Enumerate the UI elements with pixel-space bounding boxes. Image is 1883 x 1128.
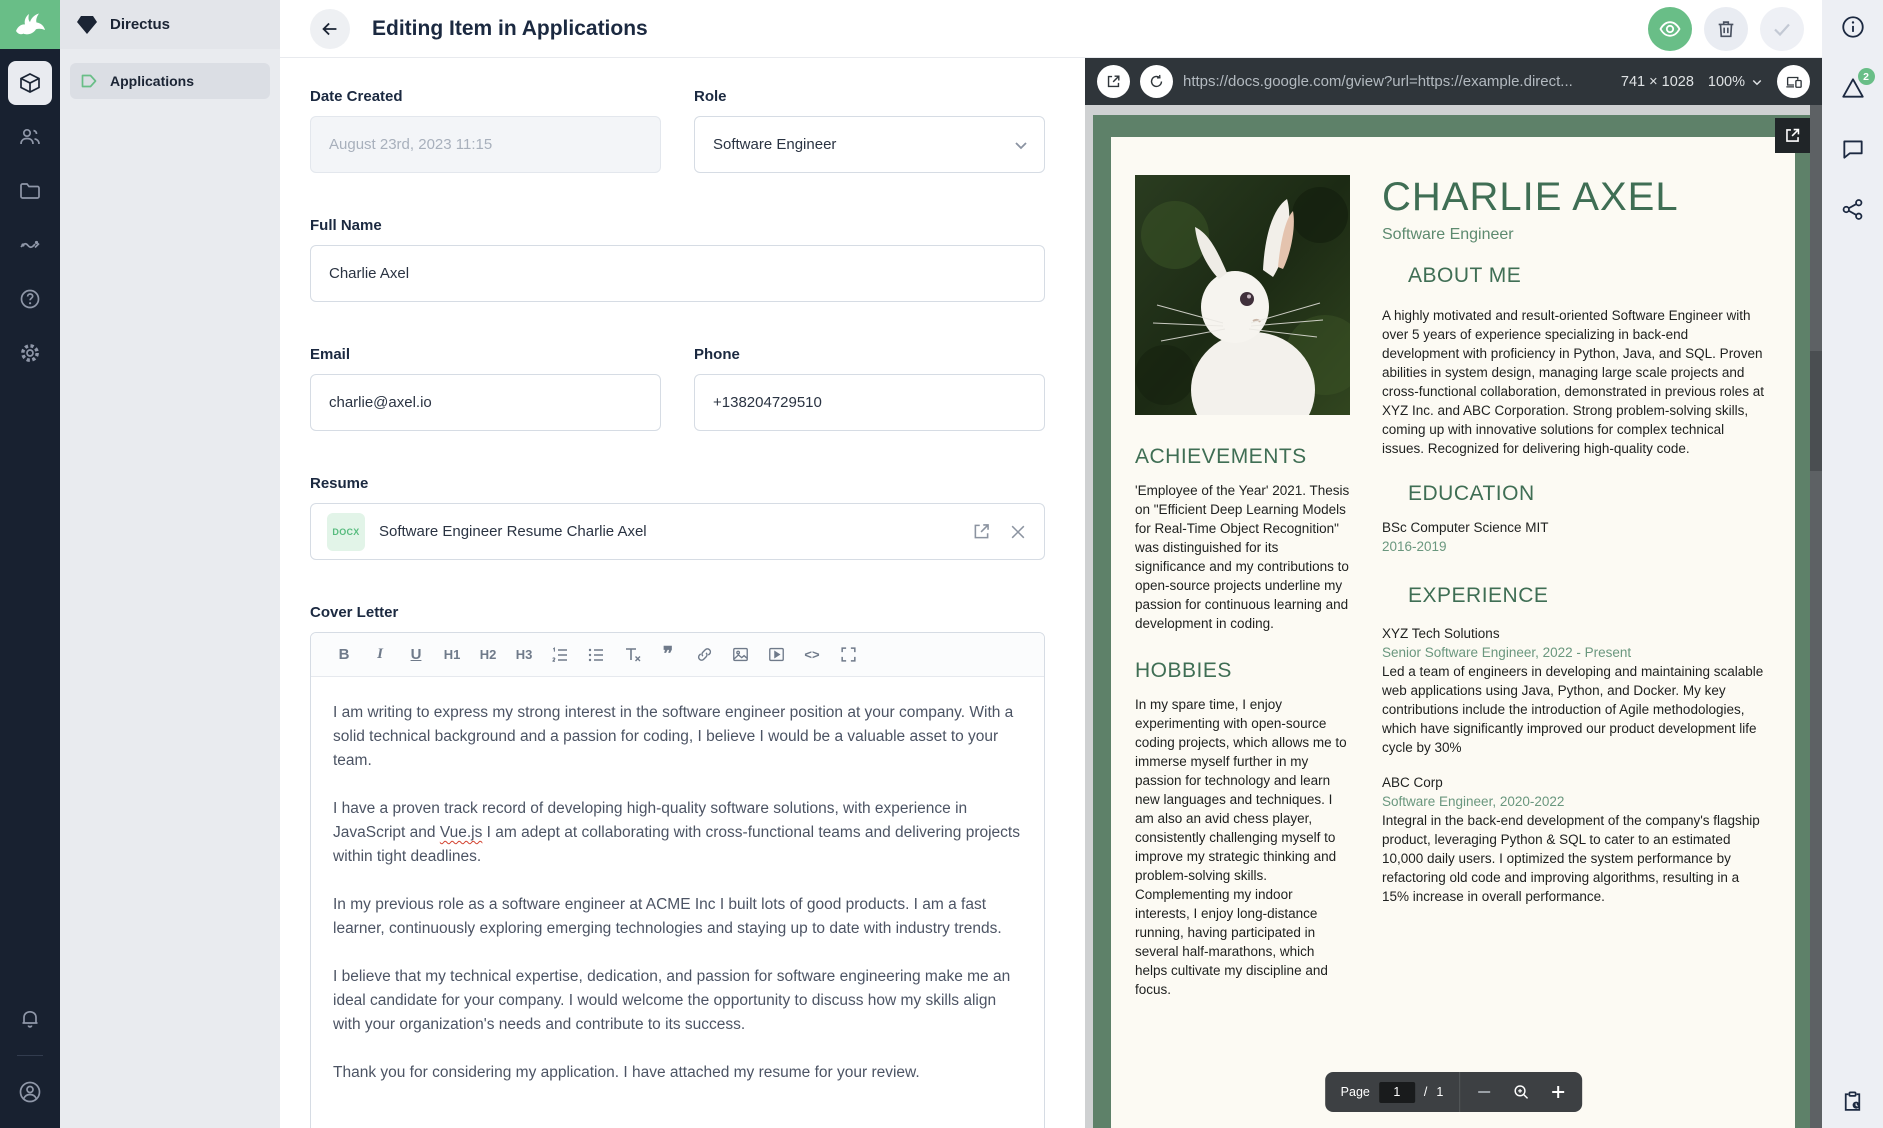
sidebar-item-label: Applications (110, 73, 195, 89)
bold-button[interactable]: B (338, 646, 350, 663)
delete-button[interactable] (1704, 7, 1748, 51)
module-users[interactable] (8, 115, 52, 159)
module-insights[interactable] (8, 223, 52, 267)
open-in-new-icon (1105, 73, 1122, 90)
save-button[interactable] (1760, 7, 1804, 51)
arrow-left-icon (319, 18, 341, 40)
open-file-icon[interactable] (971, 521, 992, 542)
insert-image-button[interactable] (725, 640, 755, 670)
underline-button[interactable]: U (410, 646, 422, 663)
cover-letter-paragraph: Thank you for considering my application. I have attached my resume for your review. (333, 1064, 920, 1081)
folder-icon (18, 179, 42, 203)
right-sidebar (1822, 0, 1883, 1128)
delete-trash-icon (1715, 18, 1737, 40)
cover-letter-paragraph: I am writing to express my strong interest in the software engineer position at your company. With a solid technical background and a passion for coding, I believe I would be a valuable asset to your team. (333, 704, 1014, 769)
experience-entry: XYZ Tech Solutions Senior Software Engineer, 2022 - Present Led a team of engineers in developing and maintaining scalable web applications using Java, Python, and Docker. My key contributions include the introduction of Agile methodologies, which have significantly improved our product development life cycle by 30% (1382, 626, 1764, 755)
preview-url[interactable]: https://docs.google.com/gview?url=https://example.direct... (1183, 73, 1573, 90)
open-in-new-icon (1783, 126, 1802, 145)
preview-button[interactable] (1648, 7, 1692, 51)
cover-letter-paragraph: I have a proven track record of developing high-quality software solutions, with experience in JavaScript and Vue.js I am adept at collaborating with cross-functional teams and delivering projects within tight deadlines. (333, 800, 1020, 865)
h1-button[interactable]: H1 (443, 647, 461, 662)
insights-activity-icon (18, 233, 42, 257)
module-files[interactable] (8, 169, 52, 213)
field-resume (310, 475, 1045, 560)
main-area (280, 0, 1822, 1128)
devices-icon (1785, 73, 1803, 91)
notifications-bell[interactable] (8, 997, 52, 1041)
experience-list (1382, 624, 1767, 906)
users-icon (18, 125, 42, 149)
preview-dimensions: 741 × 1028 (1620, 73, 1694, 90)
education-heading: EDUCATION (1408, 482, 1535, 505)
hobbies-heading: HOBBIES (1135, 659, 1232, 682)
field-date-created (310, 88, 661, 173)
editor-toolbar (311, 633, 1044, 677)
role-select[interactable] (694, 116, 1045, 173)
code-button[interactable]: <> (804, 647, 820, 662)
plus-icon (1550, 1084, 1566, 1100)
preview-scrollbar[interactable] (1810, 105, 1822, 1128)
zoom-tool-button[interactable] (1512, 1083, 1530, 1101)
item-edit-form (280, 58, 1085, 1128)
comments-icon (1840, 136, 1866, 162)
hobbies-text: In my spare time, I enjoy experimenting with open-source coding projects, which allows me to immerse myself further in my passion for technology and learn new languages and techniques. I am also an avid chess player, consistently challenging myself to improve my strategic thinking and problem-solving skills. Complementing my indoor interests, I enjoy long-distance running, having participated in several half-marathons, which helps cultivate my discipline and focus. (1135, 697, 1347, 997)
page-title: Editing Item in Applications (372, 16, 648, 40)
scrollbar-thumb[interactable] (1810, 351, 1822, 471)
phone-input[interactable] (694, 374, 1045, 431)
remove-file-icon[interactable] (1008, 522, 1028, 542)
ordered-list-button[interactable] (545, 640, 575, 670)
pdf-page-controls (1325, 1072, 1583, 1112)
field-cover-letter (310, 604, 1045, 1128)
cover-letter-paragraph: In my previous role as a software engineer at ACME Inc I built lots of good products. I am a fast learner, continuously exploring emerging technologies and staying up to date with industry trends. (333, 896, 1002, 937)
email-label: Email (310, 346, 351, 363)
full-name-label: Full Name (310, 217, 382, 234)
preview-eye-icon (1658, 17, 1682, 41)
device-size-button[interactable] (1777, 65, 1810, 98)
achievements-text: 'Employee of the Year' 2021. Thesis on "Efficient Deep Learning Models for Real-Time Object Recognition" was distinguished for its significance and my contributions to open-source projects underline my passion for continuous learning and development in coding. (1135, 483, 1350, 631)
experience-entry: ABC Corp Software Engineer, 2020-2022 Integral in the back-end development of the company's flagship product, leveraging Python & SQL to cater to an estimated 10,000 daily users. I optimized the system performance by refactoring old code and improving algorithms, resulting in a 15% increase in overall performance. (1382, 775, 1760, 904)
achievements-heading: ACHIEVEMENTS (1135, 445, 1307, 468)
link-button[interactable] (689, 640, 719, 670)
field-full-name (310, 217, 1045, 302)
notifications-sidebar-button[interactable] (1840, 70, 1869, 101)
revisions-clipboard-icon (1840, 1089, 1865, 1114)
navigation-panel (60, 0, 280, 1128)
cover-letter-paragraph: I believe that my technical expertise, dedication, and passion for software engineering make me an ideal candidate for your company. I would welcome the opportunity to discuss how my skills align with your organization's needs and contribute to its success. (333, 968, 1011, 1033)
share-sidebar-button[interactable] (1840, 197, 1865, 222)
bell-icon (18, 1007, 42, 1031)
document-preview-panel (1085, 58, 1822, 1128)
page-total: 1 (1436, 1085, 1444, 1099)
module-bar (0, 0, 60, 1128)
content-cube-icon (18, 71, 42, 95)
save-check-icon (1770, 17, 1794, 41)
profile-photo-rabbit (1135, 175, 1350, 415)
chevron-down-icon (1751, 76, 1763, 88)
clear-format-button[interactable] (617, 640, 647, 670)
page-number-input[interactable] (1379, 1082, 1415, 1103)
notification-count-badge: 2 (1858, 68, 1875, 85)
resume-file-row[interactable] (310, 503, 1045, 560)
h2-button[interactable]: H2 (479, 647, 497, 662)
info-icon (1840, 14, 1866, 40)
revisions-sidebar-button[interactable] (1840, 1089, 1865, 1114)
module-content[interactable] (8, 61, 52, 105)
comments-sidebar-button[interactable] (1840, 136, 1866, 162)
zoom-out-button[interactable] (1476, 1084, 1492, 1100)
page-separator: / (1423, 1085, 1428, 1099)
refresh-preview-button[interactable] (1140, 65, 1173, 98)
field-phone (694, 346, 1045, 431)
resume-document (1111, 137, 1795, 1128)
editor-content[interactable] (311, 677, 1044, 1128)
refresh-icon (1148, 73, 1165, 90)
phone-label: Phone (694, 346, 740, 363)
full-name-input[interactable] (310, 245, 1045, 302)
cover-letter-editor (310, 632, 1045, 1128)
help-icon (18, 287, 42, 311)
user-menu[interactable] (8, 1070, 52, 1114)
open-preview-external-button[interactable] (1775, 118, 1810, 153)
user-avatar-icon (17, 1079, 43, 1105)
field-email (310, 346, 661, 431)
date-created-input[interactable] (310, 116, 661, 173)
about-text: A highly motivated and result-oriented Software Engineer with over 5 years of experience specializing in back-end development with proficiency in Python, Java, and SQL. Proven abilities in system design, managing large scale projects and cross-functional collaboration, demonstrated in previous roles at XYZ Inc. and ABC Corporation. Strong problem-solving skills, coming up with innovative solutions for complex technical issues. Recognized for delivering high-quality code. (1382, 308, 1764, 456)
project-switcher[interactable] (60, 0, 280, 49)
italic-button[interactable]: I (377, 646, 383, 662)
role-label: Role (694, 88, 727, 105)
docx-file-badge: DOCX (327, 513, 365, 551)
bullet-list-button[interactable] (581, 640, 611, 670)
about-heading: ABOUT ME (1408, 264, 1522, 287)
insert-video-button[interactable] (761, 640, 791, 670)
rabbit-logo-icon (13, 10, 47, 40)
share-icon (1840, 197, 1865, 222)
page-label: Page (1340, 1085, 1370, 1099)
cover-letter-label: Cover Letter (310, 604, 399, 621)
education-degree: BSc Computer Science MIT (1382, 520, 1549, 535)
collection-tag-icon (80, 72, 98, 90)
resume-web-page (1093, 115, 1810, 1128)
experience-heading: EXPERIENCE (1408, 584, 1549, 607)
minus-icon (1476, 1084, 1492, 1100)
module-bar-divider (17, 1055, 43, 1056)
resume-job-title: Software Engineer (1382, 226, 1514, 243)
preview-viewport (1085, 105, 1822, 1128)
zoom-in-button[interactable] (1550, 1084, 1566, 1100)
directus-logo[interactable] (0, 0, 60, 49)
page-header (280, 0, 1822, 58)
settings-gear-icon (18, 341, 42, 365)
resume-name: CHARLIE AXEL (1382, 175, 1679, 219)
open-in-new-tab-button[interactable] (1097, 65, 1130, 98)
education-years: 2016-2019 (1382, 539, 1447, 554)
misspelled-word: Vue.js (439, 824, 483, 841)
date-created-label: Date Created (310, 88, 403, 105)
preview-header (1085, 58, 1822, 105)
preview-zoom-value: 100% (1707, 73, 1745, 90)
module-help[interactable] (8, 277, 52, 321)
preview-zoom-select[interactable] (1708, 74, 1763, 90)
fullscreen-button[interactable] (833, 640, 863, 670)
sidebar-item-applications[interactable] (70, 63, 270, 99)
project-name: Directus (110, 16, 171, 33)
magnifier-zoom-icon (1512, 1083, 1530, 1101)
field-role (694, 88, 1045, 173)
blockquote-button[interactable]: ❞ (662, 644, 674, 665)
info-sidebar-button[interactable] (1840, 14, 1866, 40)
h3-button[interactable]: H3 (515, 647, 533, 662)
email-input[interactable] (310, 374, 661, 431)
back-button[interactable] (310, 9, 350, 49)
module-settings[interactable] (8, 331, 52, 375)
project-diamond-icon (76, 15, 98, 35)
resume-file-name: Software Engineer Resume Charlie Axel (379, 523, 647, 540)
resume-label: Resume (310, 475, 369, 492)
